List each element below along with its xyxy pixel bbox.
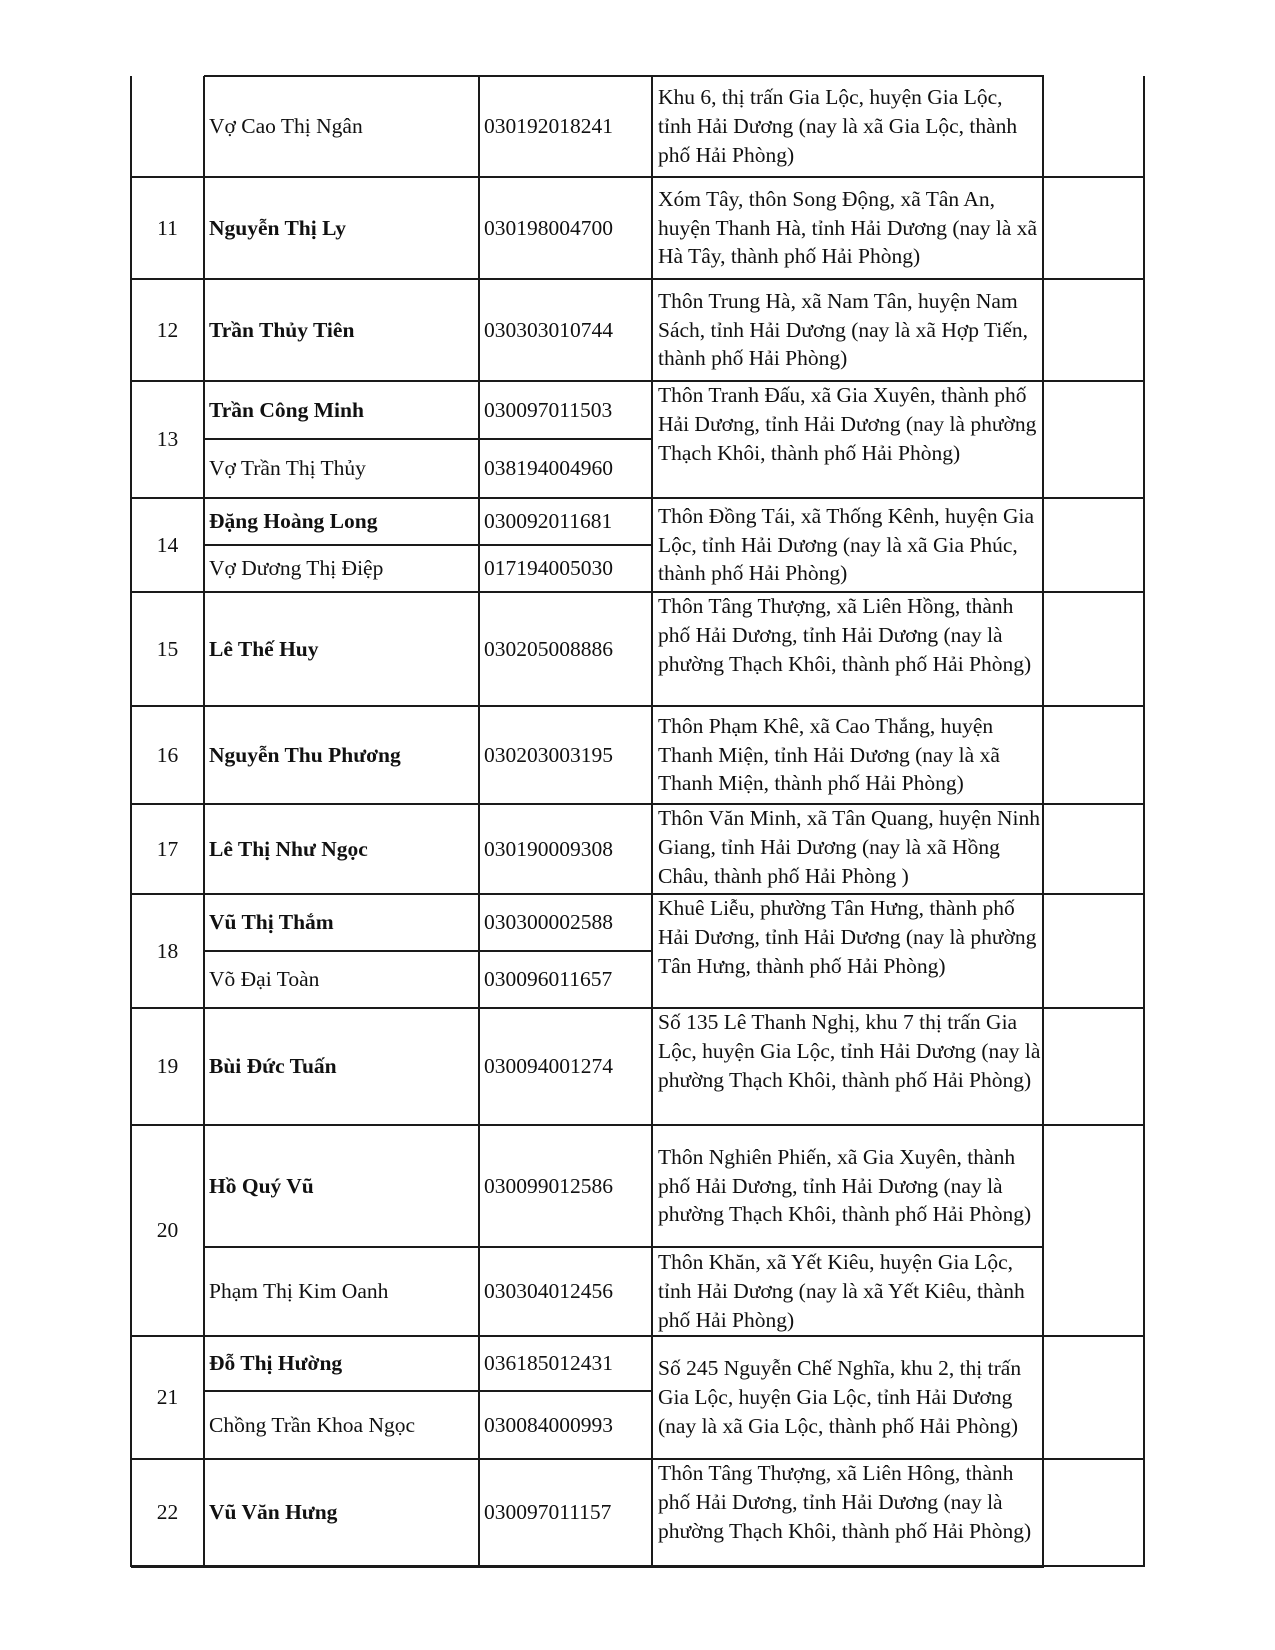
person-name: Bùi Đức Tuấn [209,1054,337,1079]
person-name: Võ Đại Toàn [209,967,320,992]
id-number: 030300002588 [484,910,613,935]
row-number: 17 [156,836,179,861]
address [652,76,1043,177]
person-name: Lê Thị Như Ngọc [209,836,368,861]
sub-row-divider [204,950,653,952]
person-name: Lê Thế Huy [209,636,319,661]
id-number: 030097011157 [484,1500,612,1525]
id-number: 030304012456 [484,1279,613,1304]
row-number: 11 [157,215,178,240]
row-number: 15 [156,636,179,661]
row-number: 22 [156,1500,179,1525]
id-number: 030097011503 [484,397,613,422]
person-name: Vũ Văn Hưng [209,1500,338,1525]
person-name: Nguyễn Thu Phương [209,742,401,767]
id-number: 030205008886 [484,636,613,661]
row-number: 18 [156,938,179,963]
row-number: 16 [156,742,179,767]
address-text: Thôn Đồng Tái, xã Thống Kênh, huyện Gia Lộc, tỉnh Hải Dương (nay là xã Gia Phúc, thành phố Hải Phòng) [658,503,1034,586]
id-number: 030099012586 [484,1173,613,1198]
id-number: 030303010744 [484,317,613,342]
id-number: 036185012431 [484,1351,613,1376]
id-number: 038194004960 [484,456,613,481]
address [652,804,1043,894]
sub-row-divider [204,1246,1044,1248]
address-text: Số 245 Nguyễn Chế Nghĩa, khu 2, thị trấn Gia Lộc, huyện Gia Lộc, tỉnh Hải Dương (nay là xã Gia Lộc, thành phố Hải Phòng) [658,1356,1022,1438]
address [652,381,1043,498]
sub-row-divider [204,438,653,440]
id-number: 030192018241 [484,114,613,139]
person-name: Hồ Quý Vũ [209,1173,314,1198]
address [652,1459,1043,1566]
person-name: Vợ Cao Thị Ngân [209,114,363,139]
person-name: Trần Thủy Tiên [209,317,355,342]
address [652,177,1043,279]
address-text: Khu 6, thị trấn Gia Lộc, huyện Gia Lộc, tỉnh Hải Dương (nay là xã Gia Lộc, thành phố Hải Phòng) [658,85,1018,167]
row-number: 19 [156,1054,179,1079]
person-name: Nguyễn Thị Ly [209,215,347,240]
id-number: 030190009308 [484,836,613,861]
address-text: Thôn Tâng Thượng, xã Liên Hông, thành phố Hải Dương, tỉnh Hải Dương (nay là phường Thạch Khôi, thành phố Hải Phòng) [658,1461,1032,1543]
row-number: 21 [156,1385,179,1410]
person-name: Đỗ Thị Hường [209,1351,343,1376]
sub-row-divider [204,544,653,546]
person-name: Vợ Dương Thị Điệp [209,556,384,581]
address-text: Thôn Tranh Đấu, xã Gia Xuyên, thành phố Hải Dương, tỉnh Hải Dương (nay là phường Thạch Khôi, thành phố Hải Phòng) [658,383,1037,465]
address [652,1008,1043,1125]
row-number: 13 [156,427,179,452]
id-number: 030094001274 [484,1054,613,1079]
table-bottom-border [131,1565,1044,1568]
id-number: 017194005030 [484,556,613,581]
address [652,1247,1043,1336]
row-number: 20 [156,1218,179,1243]
person-name: Chồng Trần Khoa Ngọc [209,1412,416,1437]
address-text: Thôn Tâng Thượng, xã Liên Hồng, thành phố Hải Dương, tỉnh Hải Dương (nay là phường Thạch Khôi, thành phố Hải Phòng) [658,594,1032,676]
address [652,894,1043,1008]
sub-row-divider [204,1390,653,1392]
person-name: Vợ Trần Thị Thủy [209,456,366,481]
row-number [131,76,204,177]
address-text: Số 135 Lê Thanh Nghị, khu 7 thị trấn Gia Lộc, huyện Gia Lộc, tỉnh Hải Dương (nay là phường Thạch Khôi, thành phố Hải Phòng) [658,1010,1041,1092]
address [652,279,1043,381]
address-text: Xóm Tây, thôn Song Động, xã Tân An, huyện Thanh Hà, tỉnh Hải Dương (nay là xã Hà Tây, thành phố Hải Phòng) [658,186,1038,269]
address [652,1336,1043,1459]
address-text: Thôn Văn Minh, xã Tân Quang, huyện Ninh Giang, tỉnh Hải Dương (nay là xã Hồng Châu, thành phố Hải Phòng ) [658,806,1040,888]
id-number: 030096011657 [484,967,613,992]
row-number: 12 [156,317,179,342]
person-name: Trần Công Minh [209,397,364,422]
person-name: Đặng Hoàng Long [209,509,378,534]
address-text: Thôn Trung Hà, xã Nam Tân, huyện Nam Sách, tỉnh Hải Dương (nay là xã Hợp Tiến, thành phố Hải Phòng) [658,288,1028,371]
row-number: 14 [156,532,179,557]
address-text: Thôn Khăn, xã Yết Kiêu, huyện Gia Lộc, tỉnh Hải Dương (nay là xã Yết Kiêu, thành phố Hải Phòng) [658,1250,1025,1332]
address [652,592,1043,706]
address-text: Thôn Phạm Khê, xã Cao Thắng, huyện Thanh Miện, tỉnh Hải Dương (nay là xã Thanh Miện, thành phố Hải Phòng) [658,713,1000,796]
person-name: Phạm Thị Kim Oanh [209,1279,389,1304]
table-right-border [1143,76,1145,1567]
address-text: Thôn Nghiên Phiến, xã Gia Xuyên, thành phố Hải Dương, tỉnh Hải Dương (nay là phường Thạch Khôi, thành phố Hải Phòng) [658,1144,1032,1227]
id-number: 030198004700 [484,215,613,240]
address [652,1125,1043,1247]
id-number: 030092011681 [484,509,613,534]
id-number: 030203003195 [484,742,613,767]
id-number: 030084000993 [484,1412,613,1437]
person-name: Vũ Thị Thắm [209,910,334,935]
address-text: Khuê Liễu, phường Tân Hưng, thành phố Hải Dương, tỉnh Hải Dương (nay là phường Tân Hưng, thành phố Hải Phòng) [658,896,1037,978]
address [652,498,1043,592]
address [652,706,1043,804]
